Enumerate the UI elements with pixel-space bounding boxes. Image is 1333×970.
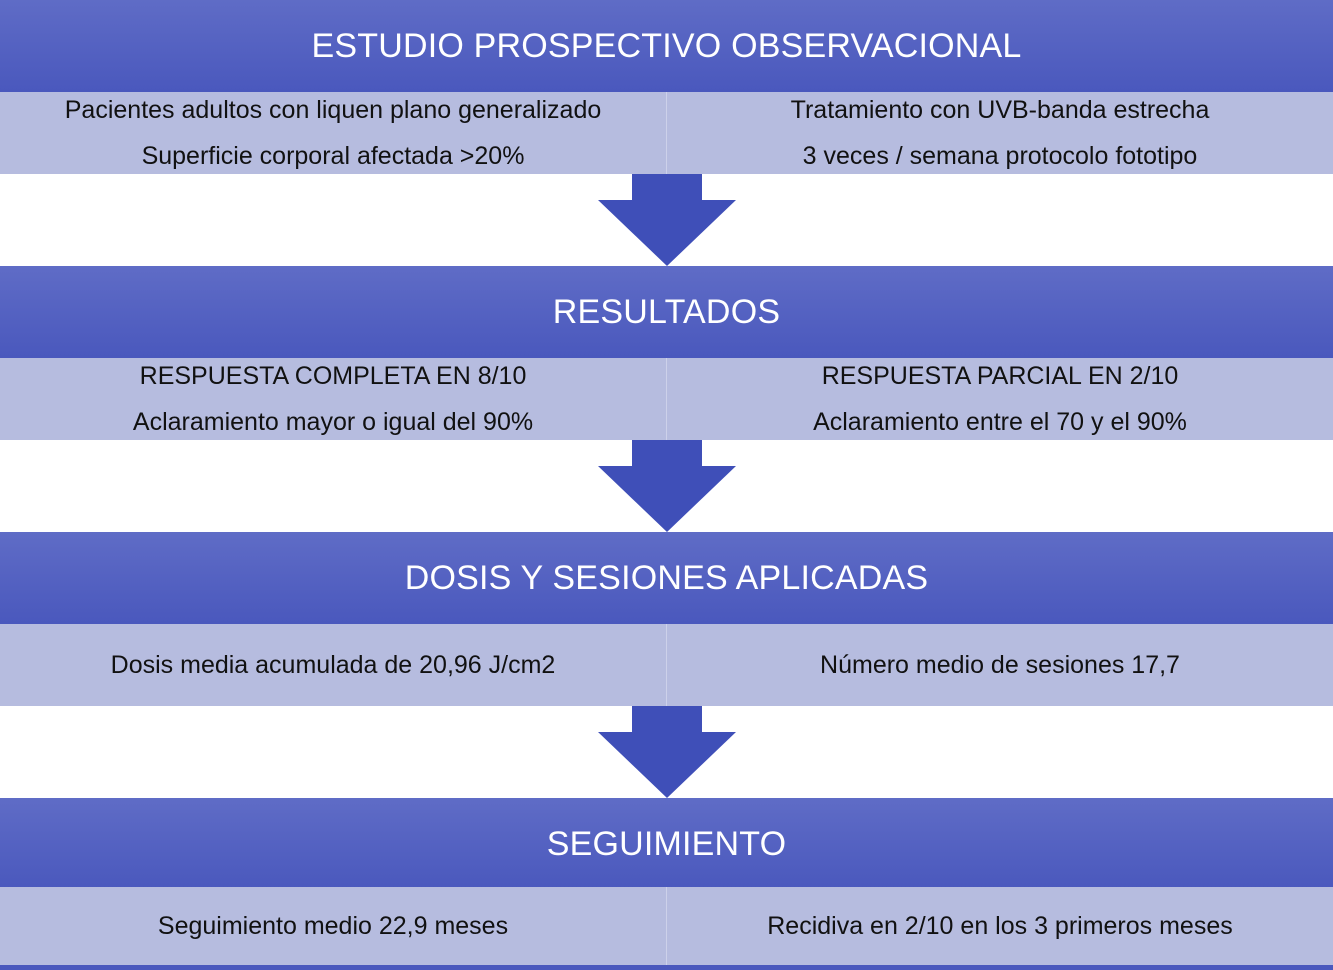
section-1-right-box [667,92,1333,174]
section-3-content [0,624,1333,706]
section-2-content [0,358,1333,440]
section-1-left-line-1: Pacientes adultos con liquen plano generalizado [64,96,602,124]
section-2-header [0,266,1333,358]
section-3-right-box [667,624,1333,706]
section-2-left-line-1: RESPUESTA COMPLETA EN 8/10 [139,362,527,390]
section-3-left-line-1: Dosis media acumulada de 20,96 J/cm2 [110,651,556,679]
section-3-title: DOSIS Y SESIONES APLICADAS [404,558,929,597]
down-arrow-icon [598,706,736,798]
section-3-header [0,532,1333,624]
section-2-left-box [0,358,666,440]
section-1-content [0,92,1333,174]
section-2-right-line-2: Aclaramiento entre el 70 y el 90% [813,408,1187,436]
section-1-right-line-2: 3 veces / semana protocolo fototipo [802,142,1198,170]
section-1-right-line-1: Tratamiento con UVB-banda estrecha [790,96,1210,124]
section-1-left-box [0,92,666,174]
section-1-header [0,0,1333,92]
bottom-border [0,965,1333,970]
section-4-left-line-1: Seguimiento medio 22,9 meses [157,912,509,940]
section-2-right-box [667,358,1333,440]
section-3-right-line-1: Número medio de sesiones 17,7 [820,651,1180,679]
section-4-left-box [0,887,666,965]
down-arrow-icon [598,174,736,266]
section-4-header [0,798,1333,890]
section-4-right-line-1: Recidiva en 2/10 en los 3 primeros meses [767,912,1233,940]
section-3-left-box [0,624,666,706]
section-4-title: SEGUIMIENTO [546,824,787,863]
section-1-title: ESTUDIO PROSPECTIVO OBSERVACIONAL [311,26,1022,65]
down-arrow-icon [598,440,736,532]
section-2-right-line-1: RESPUESTA PARCIAL EN 2/10 [821,362,1179,390]
section-2-title: RESULTADOS [552,292,781,331]
section-1-left-line-2: Superficie corporal afectada >20% [141,142,525,170]
section-4-right-box [667,887,1333,965]
section-2-left-line-2: Aclaramiento mayor o igual del 90% [132,408,534,436]
section-4-content [0,887,1333,965]
